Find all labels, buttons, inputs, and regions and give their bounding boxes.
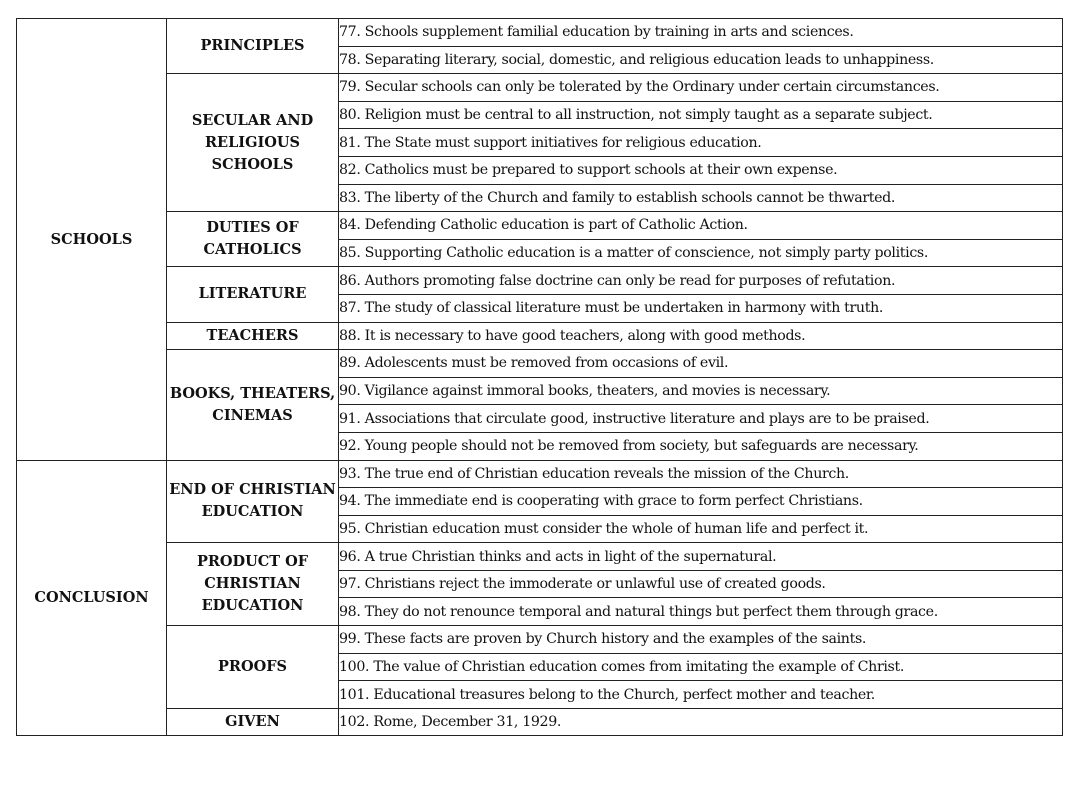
- item-98: 98. They do not renounce temporal and natural things but perfect them through grace.: [339, 598, 1063, 626]
- table-row: [17, 626, 1063, 654]
- table-row: [17, 19, 1063, 47]
- table-row: [17, 350, 1063, 378]
- item-79: 79. Secular schools can only be tolerated by the Ordinary under certain circumstances.: [339, 74, 1063, 102]
- item-86: 86. Authors promoting false doctrine can only be read for purposes of refutation.: [339, 267, 1063, 295]
- table-row: [17, 460, 1063, 488]
- topic-secular-and-religious-schools: SECULAR AND RELIGIOUS SCHOOLS: [167, 74, 339, 212]
- item-82: 82. Catholics must be prepared to support schools at their own expense.: [339, 156, 1063, 184]
- item-99: 99. These facts are proven by Church history and the examples of the saints.: [339, 626, 1063, 654]
- item-80: 80. Religion must be central to all instruction, not simply taught as a separate subject.: [339, 101, 1063, 129]
- item-102: 102. Rome, December 31, 1929.: [339, 708, 1063, 736]
- item-84: 84. Defending Catholic education is part of Catholic Action.: [339, 212, 1063, 240]
- topic-given: GIVEN: [167, 708, 339, 736]
- topic-literature: LITERATURE: [167, 267, 339, 322]
- topic-proofs: PROOFS: [167, 626, 339, 709]
- item-96: 96. A true Christian thinks and acts in light of the supernatural.: [339, 543, 1063, 571]
- item-78: 78. Separating literary, social, domestic, and religious education leads to unhappiness.: [339, 46, 1063, 74]
- topic-teachers: TEACHERS: [167, 322, 339, 350]
- item-88: 88. It is necessary to have good teachers, along with good methods.: [339, 322, 1063, 350]
- item-77: 77. Schools supplement familial education by training in arts and sciences.: [339, 19, 1063, 47]
- item-85: 85. Supporting Catholic education is a matter of conscience, not simply party politics.: [339, 239, 1063, 267]
- item-92: 92. Young people should not be removed from society, but safeguards are necessary.: [339, 432, 1063, 460]
- item-100: 100. The value of Christian education comes from imitating the example of Christ.: [339, 653, 1063, 681]
- topic-product-of-christian-education: PRODUCT OF CHRISTIAN EDUCATION: [167, 543, 339, 626]
- section-schools: SCHOOLS: [17, 19, 167, 461]
- item-101: 101. Educational treasures belong to the Church, perfect mother and teacher.: [339, 681, 1063, 709]
- item-89: 89. Adolescents must be removed from occasions of evil.: [339, 350, 1063, 378]
- topic-books-theaters-cinemas: BOOKS, THEATERS, CINEMAS: [167, 350, 339, 460]
- item-97: 97. Christians reject the immoderate or unlawful use of created goods.: [339, 570, 1063, 598]
- item-93: 93. The true end of Christian education reveals the mission of the Church.: [339, 460, 1063, 488]
- table-row: [17, 322, 1063, 350]
- item-91: 91. Associations that circulate good, instructive literature and plays are to be praised.: [339, 405, 1063, 433]
- section-conclusion: CONCLUSION: [17, 460, 167, 736]
- item-90: 90. Vigilance against immoral books, theaters, and movies is necessary.: [339, 377, 1063, 405]
- topic-duties-of-catholics: DUTIES OF CATHOLICS: [167, 212, 339, 267]
- item-83: 83. The liberty of the Church and family to establish schools cannot be thwarted.: [339, 184, 1063, 212]
- topic-principles: PRINCIPLES: [167, 19, 339, 74]
- item-94: 94. The immediate end is cooperating with grace to form perfect Christians.: [339, 488, 1063, 516]
- table-row: [17, 267, 1063, 295]
- table-row: [17, 212, 1063, 240]
- outline-table: [16, 18, 1063, 736]
- table-row: [17, 74, 1063, 102]
- item-81: 81. The State must support initiatives for religious education.: [339, 129, 1063, 157]
- table-row: [17, 708, 1063, 736]
- table-row: [17, 543, 1063, 571]
- topic-end-of-christian-education: END OF CHRISTIAN EDUCATION: [167, 460, 339, 543]
- item-87: 87. The study of classical literature must be undertaken in harmony with truth.: [339, 294, 1063, 322]
- item-95: 95. Christian education must consider the whole of human life and perfect it.: [339, 515, 1063, 543]
